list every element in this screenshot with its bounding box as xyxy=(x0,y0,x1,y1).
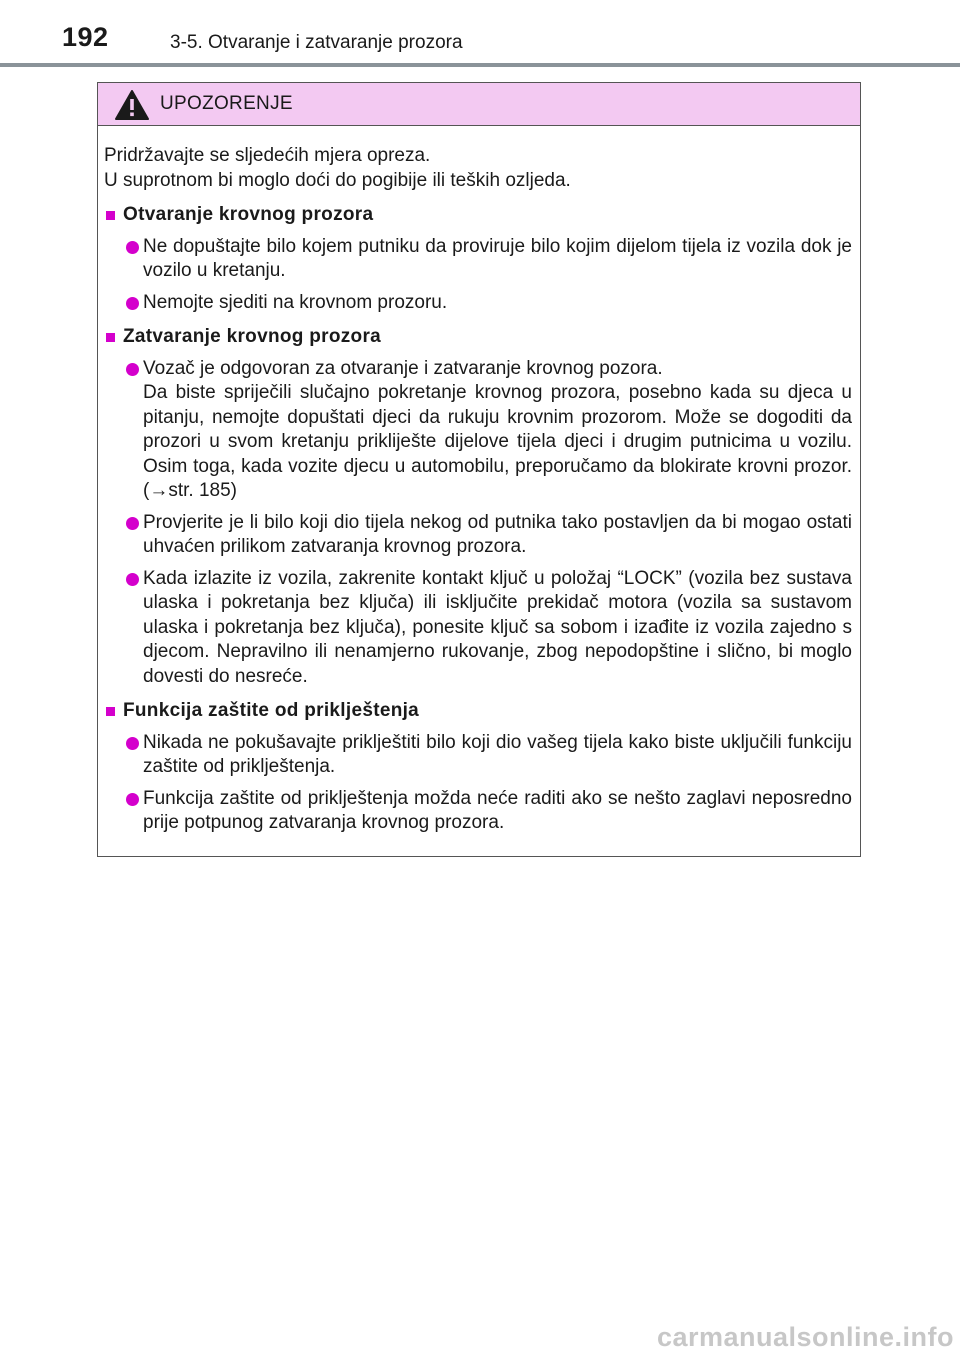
section-title: 3-5. Otvaranje i zatvaranje prozora xyxy=(170,32,463,53)
bullet-text xyxy=(143,235,852,284)
bullet-text xyxy=(143,567,852,690)
bullet-paragraph: Vozač je odgovoran za otvaranje i zatvaranje krovnog pozora. xyxy=(143,357,663,379)
bullet-item xyxy=(104,731,852,780)
page-number: 192 xyxy=(62,22,109,52)
circle-bullet-icon xyxy=(126,297,139,310)
bullet-paragraph: Kada izlazite iz vozila, zakrenite kontakt ključ u položaj “LOCK” (vozila bez sustava ulaska i pokretanja bez ključa) ili isključite prekidač motora (vozila sa sustavom ulaska i pokretanja bez ključa), ponesite ključ sa sobom i izađite iz vozila zajedno s djecom. Nepravilno ili nenamjerno rukovanje, zbog nepodopštine i slično, bi moglo dovesti do nesreće. xyxy=(143,567,852,687)
bullet-item xyxy=(104,511,852,560)
circle-bullet-icon xyxy=(126,573,139,586)
warning-header xyxy=(98,83,860,126)
warning-box xyxy=(97,82,861,857)
bullet-text xyxy=(143,357,852,504)
bullet-paragraph: Funkcija zaštite od priklještenja možda neće raditi ako se nešto zaglavi neposredno prije potpunog zatvaranja krovnog prozora. xyxy=(143,787,852,833)
section-heading-text: Zatvaranje krovnog prozora xyxy=(123,326,382,347)
header-rule xyxy=(0,63,960,67)
page-header xyxy=(0,0,960,66)
bullet-item xyxy=(104,787,852,836)
bullet-paragraph: Nemojte sjediti na krovnom prozoru. xyxy=(143,291,448,313)
bullet-text xyxy=(143,731,852,780)
bullet-text xyxy=(143,511,852,560)
circle-bullet-icon xyxy=(126,363,139,376)
warning-section xyxy=(104,203,852,315)
section-heading xyxy=(104,699,852,724)
intro-line: U suprotnom bi moglo doći do pogibije ili teških ozljeda. xyxy=(104,169,571,191)
bullet-paragraph: Provjerite je li bilo koji dio tijela nekog od putnika tako postavljen da bi mogao ostati uhvaćen prilikom zatvaranja krovnog prozora. xyxy=(143,511,852,557)
warning-section xyxy=(104,325,852,689)
bullet-paragraph: Ne dopuštajte bilo kojem putniku da proviruje bilo kojim dijelom tijela iz vozila dok je vozilo u kretanju. xyxy=(143,235,852,281)
square-bullet-icon xyxy=(106,211,115,220)
square-bullet-icon xyxy=(106,707,115,716)
bullet-item xyxy=(104,567,852,690)
section-heading xyxy=(104,325,852,350)
circle-bullet-icon xyxy=(126,737,139,750)
section-heading-text: Funkcija zaštite od priklještenja xyxy=(123,700,420,721)
square-bullet-icon xyxy=(106,333,115,342)
section-heading xyxy=(104,203,852,228)
intro-line: Pridržavajte se sljedećih mjera opreza. xyxy=(104,145,431,166)
circle-bullet-icon xyxy=(126,793,139,806)
circle-bullet-icon xyxy=(126,517,139,530)
bullet-paragraph: Da biste spriječili slučajno pokretanje krovnog prozora, posebno kada su djeca u pitanju, nemojte dopuštati djeci da rukuju krovnim prozorom. Može se dogoditi da prozori u svom kretanju prikliješte dijelove tijela djeci i drugim putnicima u vozilu. Osim toga, kada vozite djecu u automobilu, preporučamo da blokirate krovni prozor. (→str. 185) xyxy=(143,382,852,501)
warning-title: UPOZORENJE xyxy=(160,93,293,114)
warning-intro xyxy=(104,144,852,193)
section-heading-text: Otvaranje krovnog prozora xyxy=(123,204,374,225)
bullet-item xyxy=(104,357,852,504)
bullet-text xyxy=(143,787,852,836)
warning-body xyxy=(98,126,860,836)
bullet-item xyxy=(104,291,852,316)
bullet-paragraph: Nikada ne pokušavajte priklještiti bilo koji dio vašeg tijela kako biste uključili funkciju zaštite od priklještenja. xyxy=(143,731,852,777)
warning-triangle-icon xyxy=(114,89,150,121)
watermark: carmanualsonline.info xyxy=(656,1322,954,1352)
warning-section xyxy=(104,699,852,836)
bullet-text xyxy=(143,291,852,316)
bullet-item xyxy=(104,235,852,284)
circle-bullet-icon xyxy=(126,241,139,254)
